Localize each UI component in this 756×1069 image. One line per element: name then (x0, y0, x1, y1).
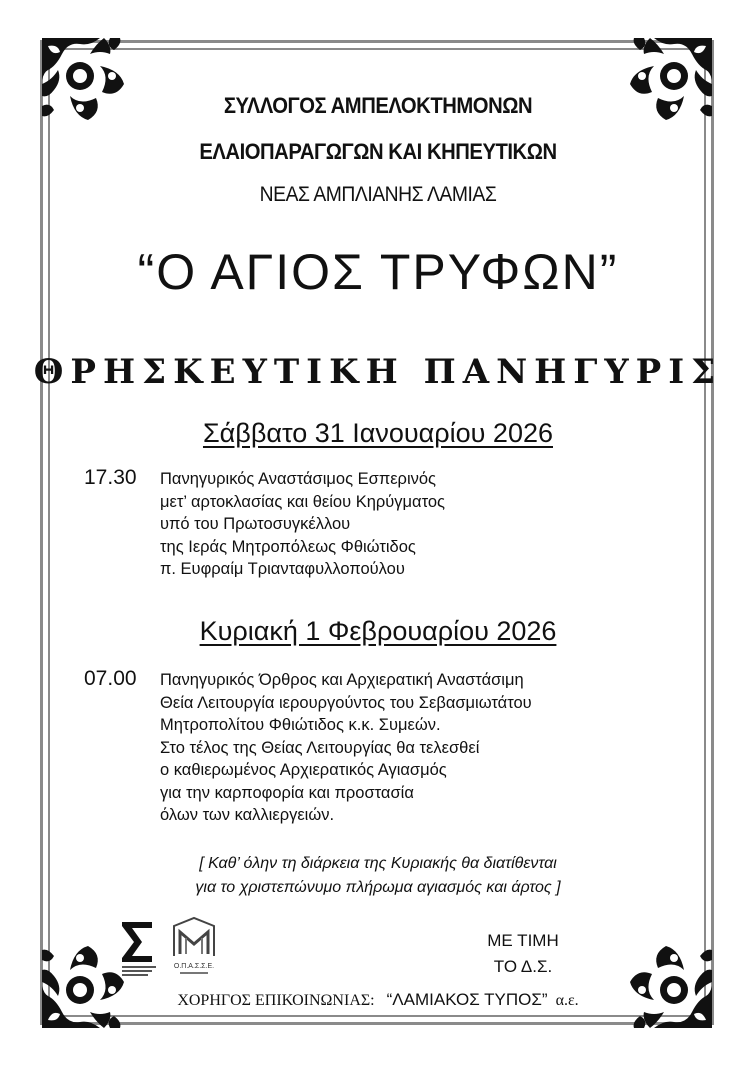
day2-line: Στο τέλος της Θείας Λειτουργίας θα τελεσθεί (160, 738, 480, 757)
day2-time: 07.00 (84, 667, 137, 690)
honor-line2: ΤΟ Δ.Σ. (493, 957, 553, 976)
signature-block (448, 928, 598, 980)
honor-line1: ΜΕ ΤΙΜΗ (487, 931, 559, 950)
day1-line: υπό του Πρωτοσυγκέλλου (160, 515, 351, 533)
day1-date: Σάββατο 31 Ιανουαρίου 2026 (202, 418, 553, 448)
day1-line: της Ιεράς Μητροπόλεως Φθιώτιδος (160, 537, 416, 556)
day2-line: όλων των καλλιεργειών. (160, 806, 335, 824)
day1-line: π. Ευφραίμ Τριανταφυλλοπούλου (160, 560, 405, 578)
day2-line: ο καθιερωμένος Αρχιερατικός Αγιασμός (160, 761, 447, 779)
opasse-logo (170, 916, 218, 978)
note (0, 852, 756, 900)
day2-date: Κυριακή 1 Φεβρουαρίου 2026 (199, 616, 557, 646)
day2-line: για την καρποφορία και προστασία (160, 783, 414, 802)
note-line2: για το χριστεπώνυμο πλήρωμα αγιασμός και άρτος ] (195, 879, 561, 896)
sigma-logo (118, 918, 162, 978)
sponsor-suffix: α.ε. (555, 992, 579, 1009)
day1-time: 17.30 (84, 466, 137, 489)
day2-line: Θεία Λειτουργία ιερουργούντος του Σεβασμιωτάτου (160, 693, 532, 712)
header-association-line3: ΝΕΑΣ ΑΜΠΛΙΑΝΗΣ ΛΑΜΙΑΣ (259, 183, 497, 206)
day1-line: μετ’ αρτοκλασίας και θείου Κηρύγματος (160, 492, 446, 511)
day1-description (160, 468, 680, 581)
page-title: “Ο ΑΓΙΟΣ ΤΡΥΦΩΝ” (137, 244, 619, 300)
ornament-corner-bottom-right (622, 938, 714, 1030)
sponsor-line (0, 990, 756, 1010)
day2-line: Πανηγυρικός Όρθρος και Αρχιερατική Αναστάσιμη (160, 671, 524, 689)
sponsor-label: ΧΟΡΗΓΟΣ ΕΠΙΚΟΙΝΩΝΙΑΣ: (177, 992, 375, 1009)
sponsor-name: “ΛΑΜΙΑΚΟΣ ΤΥΠΟΣ” (386, 990, 548, 1009)
page-subtitle: ΘΡΗΣΚΕΥΤΙΚΗ ΠΑΝΗΓΥΡΙΣ (33, 352, 723, 392)
day2-line: Μητροπολίτου Φθιώτιδος κ.κ. Συμεών. (160, 716, 441, 734)
day1-line: Πανηγυρικός Αναστάσιμος Εσπερινός (160, 470, 436, 488)
header-association-line2: ΕΛΑΙΟΠΑΡΑΓΩΓΩΝ ΚΑΙ ΚΗΠΕΥΤΙΚΩΝ (199, 139, 557, 164)
day2-description (160, 669, 680, 827)
opasse-logo-text: Ο.Π.Α.Σ.Σ.Ε. (173, 963, 215, 970)
header-association-line1: ΣΥΛΛΟΓΟΣ ΑΜΠΕΛΟΚΤΗΜΟΝΩΝ (223, 93, 533, 118)
note-line1: [ Καθ’ όλην τη διάρκεια της Κυριακής θα διατίθενται (199, 855, 557, 872)
